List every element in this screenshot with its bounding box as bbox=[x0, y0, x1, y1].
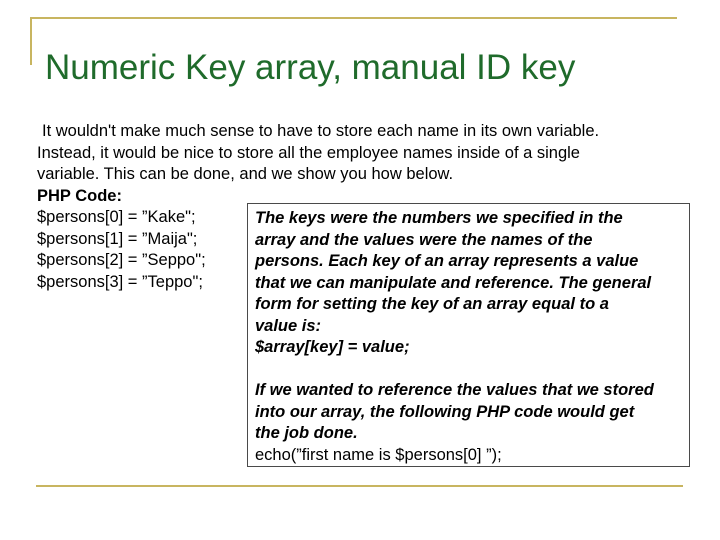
box-line: The keys were the numbers we specified in the bbox=[255, 209, 623, 227]
code-line: $persons[2] = ”Seppo"; bbox=[37, 251, 206, 269]
echo-code-line: echo(”first name is $persons[0] ”); bbox=[255, 445, 502, 464]
explanation-box bbox=[247, 203, 690, 467]
php-code-label: PHP Code: bbox=[37, 186, 122, 205]
intro-line: variable. This can be done, and we show you how below. bbox=[37, 165, 454, 183]
code-line: $persons[0] = ”Kake"; bbox=[37, 208, 196, 226]
top-rule bbox=[30, 17, 677, 19]
box-line: If we wanted to reference the values that we stored bbox=[255, 381, 654, 399]
paragraph-gap bbox=[255, 359, 689, 381]
box-line: $array[key] = value; bbox=[255, 338, 410, 356]
box-line: value is: bbox=[255, 316, 322, 335]
code-line: $persons[1] = ”Maija"; bbox=[37, 229, 198, 248]
box-line: form for setting the key of an array equal to a bbox=[255, 295, 609, 313]
left-rule bbox=[30, 17, 32, 65]
box-line: into our array, the following PHP code would get bbox=[255, 402, 635, 421]
intro-line: It wouldn't make much sense to have to store each name in its own variable. bbox=[42, 122, 600, 140]
intro-line: Instead, it would be nice to store all the employee names inside of a single bbox=[37, 143, 580, 162]
bottom-rule bbox=[36, 485, 683, 487]
box-line: the job done. bbox=[255, 424, 358, 442]
box-line: array and the values were the names of the bbox=[255, 230, 593, 249]
intro-text bbox=[37, 121, 677, 207]
box-line: that we can manipulate and reference. The general bbox=[255, 273, 652, 292]
code-block bbox=[37, 207, 206, 293]
code-line: $persons[3] = ”Teppo"; bbox=[37, 272, 203, 291]
box-line: persons. Each key of an array represents a value bbox=[255, 252, 639, 270]
slide-title: Numeric Key array, manual ID key bbox=[45, 48, 576, 87]
